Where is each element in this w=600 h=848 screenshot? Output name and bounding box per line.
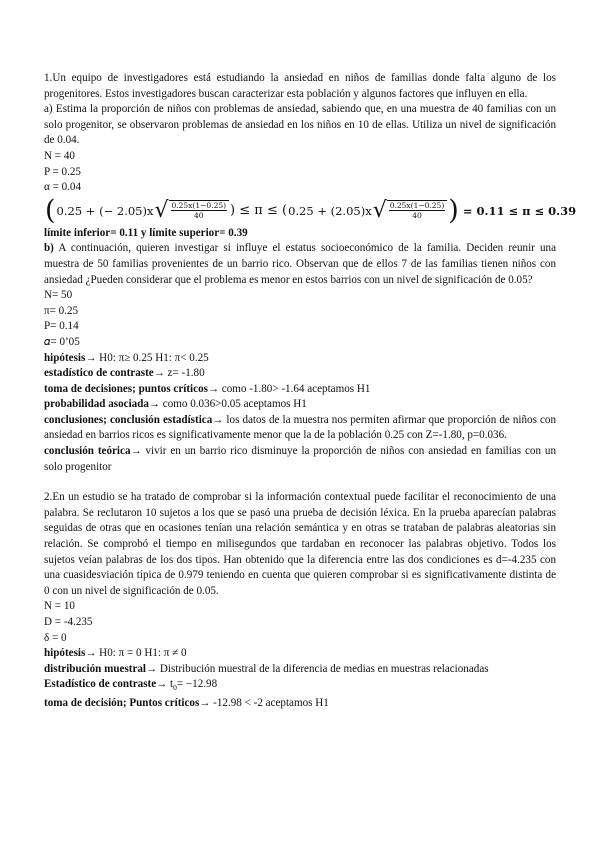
part-b-text: A continuación, quieren investigar si influye el estatus socioeconómico de la familia. Deciden reunir una muestra de 50 familias provenientes de un barrio rico. Observan que de ellos 7 de las familias tienen niños con ansiedad ¿Pueden considerar que el problema es menor en estos barrios con un nivel de significación de 0.05?: [44, 242, 556, 286]
interval-limits: [44, 226, 556, 242]
problem1-intro: 1.Un equipo de investigadores está estudiando la ansiedad en niños de familias donde falta alguno de los progenitores. Estos investigadores buscan caracterizar esta población y algunos factores que influyen en ella.: [44, 72, 556, 100]
formula-right-paren: ): [448, 194, 459, 226]
formula-term-upper: 0.25 + (2.05)x: [288, 203, 372, 218]
theoretical-label: conclusión teórica: [44, 445, 131, 458]
decision-label: toma de decisiones; puntos críticos: [44, 382, 208, 395]
hypothesis-label: hipótesis: [44, 647, 86, 660]
sampling-distribution-2: [44, 662, 556, 678]
fraction-numerator: 0.25x(1−0.25): [389, 200, 445, 210]
theoretical-text: → vivir en un barrio rico disminuye la proporción de niños con ansiedad en familias con un solo progenitor: [44, 445, 556, 473]
statistic-label: Estadístico de contraste: [44, 678, 157, 691]
decision-2: [44, 696, 556, 712]
sqrt-upper: [373, 199, 448, 223]
decision-text: → -12.98 < -2 aceptamos H1: [199, 697, 329, 710]
decision-text: → como -1.80> -1.64 aceptamos H1: [207, 382, 371, 395]
hypothesis-text: → H0: π≥ 0.25 H1: π< 0.25: [85, 351, 209, 364]
sample-size-b: N= 50: [44, 289, 73, 302]
hypothesis-1: [44, 351, 556, 367]
proportion-a: P = 0.25: [44, 165, 81, 178]
statistic-label: estadístico de contraste: [44, 367, 154, 380]
test-statistic-2: [44, 677, 556, 696]
conclusion-statistical-1: [44, 413, 556, 444]
sqrt-lower: [154, 199, 229, 223]
fraction-upper: [387, 200, 448, 220]
problem1-part-b: [44, 241, 556, 288]
population-proportion-b: π= 0.25: [44, 304, 79, 317]
mean-difference-2: D = -4.235: [44, 616, 93, 628]
delta-2: δ = 0: [44, 631, 67, 644]
decision-1: [44, 382, 556, 398]
formula-left-paren: (: [45, 194, 56, 226]
hypothesis-2: [44, 646, 556, 662]
section-gap: [44, 475, 556, 490]
conclusion-theoretical-1: [44, 444, 556, 475]
fraction-denominator: 40: [194, 210, 204, 220]
radical-icon: √: [372, 197, 387, 223]
problem1-part-a: a) Estima la proporción de niños con problemas de ansiedad, sabiendo que, en una muestra de 40 familias con un solo progenitor, se observaron problemas de ansiedad en los niños en 10 de ellas. Utiliza un nivel de significación de 0.04.: [44, 103, 556, 147]
test-statistic-1: [44, 366, 556, 382]
probability-text: → como 0.036>0.05 aceptamos H1: [148, 398, 307, 411]
alpha-b: 𝛼= 0’05: [44, 335, 80, 348]
hypothesis-label: hipótesis: [44, 351, 86, 364]
fraction-numerator: 0.25x(1−0.25): [171, 200, 227, 210]
decision-label: toma de decisión; Puntos críticos: [44, 697, 200, 710]
formula-term-lower: 0.25 + (− 2.05)x: [56, 203, 154, 218]
probability-1: [44, 397, 556, 413]
sample-size-a: N = 40: [44, 149, 75, 162]
document-page: [44, 71, 577, 712]
distribution-text: → Distribución muestral de la diferencia de medias en muestras relacionadas: [146, 662, 489, 675]
fraction-denominator: 40: [412, 210, 422, 220]
distribution-label: distribución muestral: [44, 662, 147, 675]
limits-text: límite inferior= 0.11 y límite superior= 0.39: [44, 226, 248, 239]
formula-mid: ) ≤ π ≤ (: [230, 202, 288, 218]
statistic-text: → z= -1.80: [153, 367, 205, 380]
fraction-lower: [169, 200, 230, 220]
alpha-a: α = 0.04: [44, 181, 82, 194]
statistic-subscript: 0: [173, 683, 177, 693]
statistic-prefix: → t: [156, 678, 174, 691]
probability-label: probabilidad asociada: [44, 398, 149, 411]
sample-proportion-b: P= 0.14: [44, 320, 79, 333]
conclusion-text: → los datos de la muestra nos permiten afirmar que proporción de niños con ansiedad en barrios ricos es significativamente menor que la de la población 0.25 con Z=-1.80, p=0.036.: [44, 413, 557, 442]
radical-icon: √: [154, 197, 169, 223]
statistic-value: = −12.98: [176, 678, 218, 691]
sample-size-2: N = 10: [44, 600, 75, 613]
confidence-interval-formula: [44, 194, 577, 226]
part-b-label: b): [44, 242, 54, 255]
hypothesis-text: → H0: π = 0 H1: π ≠ 0: [85, 647, 187, 660]
formula-result: = 0.11 ≤ π ≤ 0.39: [462, 203, 577, 218]
conclusion-label: conclusiones; conclusión estadística: [44, 413, 213, 426]
problem2-intro: 2.En un estudio se ha tratado de comprobar si la información contextual puede facilitar el reconocimiento de una palabra. Se reclutaron 10 sujetos a los que se pasó una prueba de decisión léxica. En la prueba aparecían palabras seguidas de otras que en ocasiones tenían una relación semántica y en otras se trataban de palabras aleatorias sin relación. Se comprobó el tiempo en milisegundos que tardaban en reconocer las palabras objetivo. Todos los sujetos veían palabras de los dos tipos. Han obtenido que la diferencia entre las dos condiciones es d=-4.235 con una cuasidesviación típica de 0.979 teniendo en cuenta que quieren comprobar si es significativamente distinta de 0 con un nivel de significación de 0.05.: [44, 491, 556, 597]
